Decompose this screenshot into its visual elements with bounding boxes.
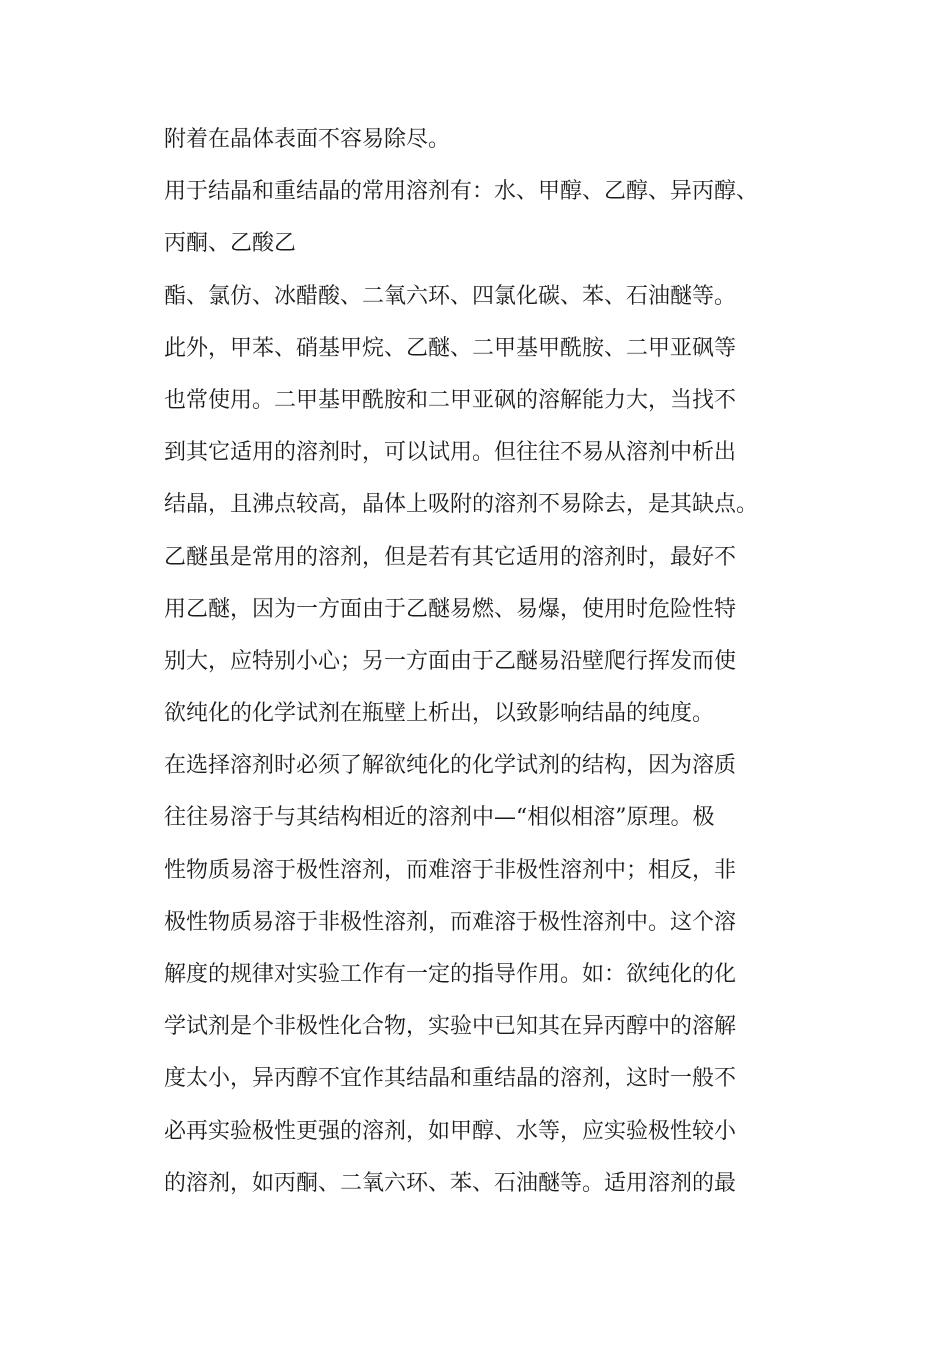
text-line: 结晶，且沸点较高，晶体上吸附的溶剂不易除去，是其缺点。 [164, 492, 759, 518]
text-line: 用乙醚，因为一方面由于乙醚易燃、易爆，使用时危险性特 [164, 596, 737, 622]
text-line: 学试剂是个非极性化合物，实验中已知其在异丙醇中的溶解 [164, 1014, 737, 1040]
text-line: 到其它适用的溶剂时，可以试用。但往往不易从溶剂中析出 [164, 440, 737, 466]
text-line: 性物质易溶于极性溶剂，而难溶于非极性溶剂中；相反，非 [164, 857, 737, 883]
text-line: 解度的规律对实验工作有一定的指导作用。如：欲纯化的化 [164, 962, 737, 987]
text-line: 往往易溶于与其结构相近的溶剂中—“相似相溶”原理。极 [164, 805, 715, 831]
text-line: 丙酮、乙酸乙 [164, 231, 297, 257]
text-line: 的溶剂，如丙酮、二氧六环、苯、石油醚等。适用溶剂的最 [164, 1170, 737, 1196]
body-text [164, 114, 759, 1210]
text-line: 度太小，异丙醇不宜作其结晶和重结晶的溶剂，这时一般不 [164, 1066, 737, 1092]
text-line: 必再实验极性更强的溶剂，如甲醇、水等，应实验极性较小 [164, 1118, 737, 1144]
text-line: 欲纯化的化学试剂在瓶壁上析出，以致影响结晶的纯度。 [164, 701, 715, 727]
text-line: 酯、氯仿、冰醋酸、二氧六环、四氯化碳、苯、石油醚等。 [164, 283, 737, 309]
text-line: 极性物质易溶于非极性溶剂，而难溶于极性溶剂中。这个溶 [164, 909, 737, 935]
text-line: 用于结晶和重结晶的常用溶剂有：水、甲醇、乙醇、异丙醇、 [164, 179, 759, 205]
text-line: 此外，甲苯、硝基甲烷、乙醚、二甲基甲酰胺、二甲亚砜等 [164, 335, 737, 361]
text-line: 别大，应特别小心；另一方面由于乙醚易沿壁爬行挥发而使 [164, 648, 737, 674]
text-line: 附着在晶体表面不容易除尽。 [164, 127, 451, 152]
text-line: 在选择溶剂时必须了解欲纯化的化学试剂的结构，因为溶质 [164, 753, 737, 779]
text-line: 乙醚虽是常用的溶剂，但是若有其它适用的溶剂时，最好不 [164, 544, 737, 570]
text-line: 也常使用。二甲基甲酰胺和二甲亚砜的溶解能力大，当找不 [164, 387, 737, 413]
